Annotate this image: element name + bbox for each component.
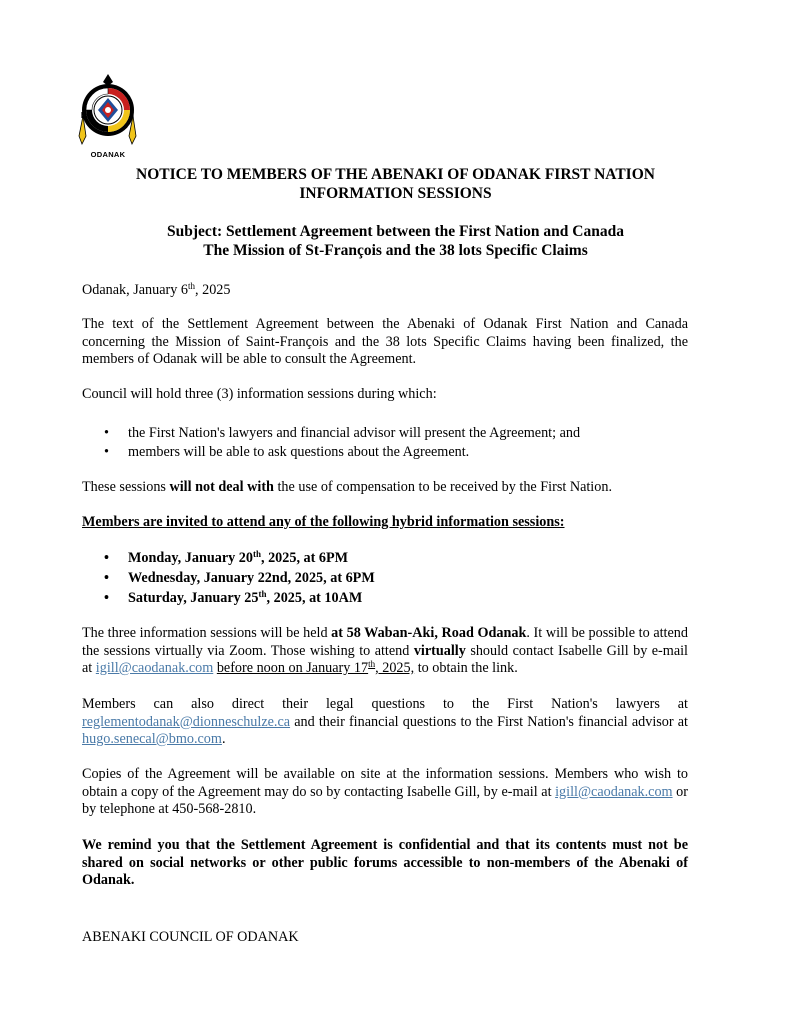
location-paragraph: The three information sessions will be held at 58 Waban-Aki, Road Odanak. It will be possible to attend the sessions virtually via Zoom. Those wishing to attend virtually should contact Isabelle Gill by e-mail at igill@caodanak.com before noon on January 17th, 2025, to obtain the link. [82,625,688,676]
document-page: ODANAK NOTICE TO MEMBERS OF THE ABENAKI OF ODANAK FIRST NATION INFORMATION SESSIONS Subject: Settlement Agreement between the First Nation and Canada The Mission of St-François and the 38 lots Specific Claims Odanak, January 6th, 2025 The text of the Settlement Agreement between the Abenaki of Odanak First Nation and Canada concerning the Mission of Saint-François and the 38 lots Specific Claims having been finalized, the members of Odanak will be able to consult the Agreement. Council will hold three (3) information sessions during which: • the First Nation's lawyers and financial advisor will present the Agreement; and • members will be able to ask questions about the Agreement. These sessions will not deal with the use of compensation to be received by the First Nation. Members are invited to attend any of the following hybrid information sessions: • Monday, January 20th, 2025, at 6PM • Wednesday, January 22nd, 2025, at 6PM • Saturday, January 25th, 2025, at 10AM The three information sessions will be held at 58 Waban-Aki, Road Odanak. It will be possible to attend the sessions virtually via Zoom. Those wishing to attend virtually should contact Isabelle Gill by e-mail at igill@caodanak.com before noon on January 17th, 2025, to obtain the link. Members can also direct their legal questions to the First Nation's lawyers at reglementodanak@dionneschulze.ca and their financial questions to the First Nation's financial advisor at hugo.senecal@bmo.com. Copies of the Agreement will be available on site at the information sessions. Members who wish to obtain a copy of the Agreement may do so by contacting Isabelle Gill, by e-mail at igill@caodanak.com or by telephone at 450-568-2810. We remind you that the Settlement Agreement is confidential and that its contents must not be shared on social networks or other public forums accessible to non-members of the Abenaki of Odanak. ABENAKI COUNCIL OF ODANAK [0,0,791,1024]
scope-paragraph: These sessions will not deal with the use of compensation to be received by the First Nation. [82,479,612,495]
email-link-igill-copies[interactable]: igill@caodanak.com [555,783,673,800]
notice-title-line1: NOTICE TO MEMBERS OF THE ABENAKI OF ODANAK FIRST NATION [136,166,655,183]
odanak-emblem-icon [77,72,139,152]
notice-title-line2: INFORMATION SESSIONS [299,185,492,202]
intro-paragraph: The text of the Settlement Agreement between the Abenaki of Odanak First Nation and Canada concerning the Mission of Saint-François and the 38 lots Specific Claims having been finalized, the members of Odanak will be able to consult the Agreement. [82,316,688,367]
bullet-icon: • [104,550,109,566]
copies-paragraph: Copies of the Agreement will be available on site at the information sessions. Members who wish to obtain a copy of the Agreement may do so by contacting Isabelle Gill, by e-mail at igill@caodanak.com or by telephone at 450-568-2810. [82,766,688,817]
confidentiality-reminder: We remind you that the Settlement Agreement is confidential and that its contents must not be shared on social networks or other public forums accessible to non-members of the Abenaki of Odanak. [82,837,688,888]
bullet-icon: • [104,570,109,586]
email-link-advisor[interactable]: hugo.senecal@bmo.com [82,731,222,747]
email-link-igill[interactable]: igill@caodanak.com [95,660,214,676]
email-link-lawyers[interactable]: reglementodanak@dionneschulze.ca [82,713,291,730]
logo-org-name: ODANAK [90,150,126,159]
invite-heading: Members are invited to attend any of the following hybrid information sessions: [82,514,565,530]
subject-line1: Subject: Settlement Agreement between the First Nation and Canada [167,223,624,240]
signature: ABENAKI COUNCIL OF ODANAK [82,929,299,945]
bullet-icon: • [104,590,109,606]
council-paragraph: Council will hold three (3) information sessions during which: [82,386,437,402]
subject-line2: The Mission of St-François and the 38 lots Specific Claims [203,242,588,259]
legal-paragraph: Members can also direct their legal questions to the First Nation's lawyers at reglementodanak@dionneschulze.ca and their financial questions to the First Nation's financial advisor at hugo.senecal@bmo.com. [82,696,688,747]
bullet-icon: • [104,444,109,460]
notice-date: Odanak, January 6th, 2025 [82,281,231,298]
odanak-logo [77,72,157,164]
bullet-icon: • [104,425,109,441]
